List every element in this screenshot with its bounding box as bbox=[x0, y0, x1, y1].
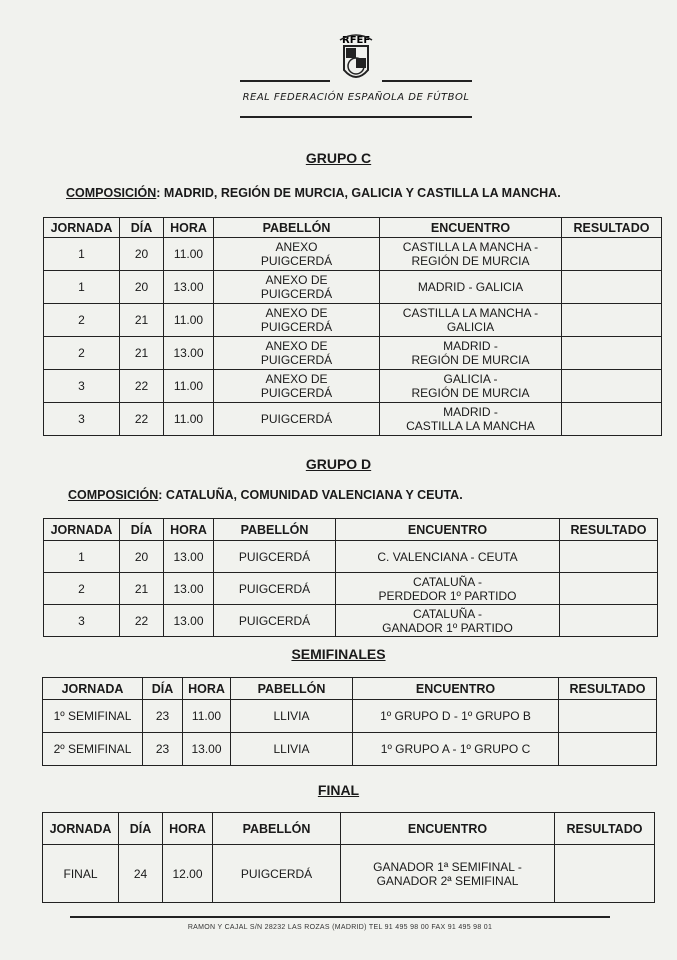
cell-jornada: 1 bbox=[44, 541, 120, 573]
col-encuentro: ENCUENTRO bbox=[341, 813, 555, 845]
table-row bbox=[44, 541, 658, 573]
cell-resultado bbox=[560, 541, 658, 573]
cell-jornada: 2 bbox=[44, 304, 120, 337]
final-title: FINAL bbox=[317, 782, 360, 798]
col-resultado: RESULTADO bbox=[559, 678, 657, 700]
cell-hora: 11.00 bbox=[183, 700, 231, 733]
cell-encuentro: CATALUÑA - GANADOR 1º PARTIDO bbox=[336, 605, 560, 637]
table-row bbox=[44, 337, 662, 370]
col-jornada: JORNADA bbox=[44, 218, 120, 238]
col-hora: HORA bbox=[183, 678, 231, 700]
cell-encuentro: GALICIA - REGIÓN DE MURCIA bbox=[380, 370, 562, 403]
grupo-d-table bbox=[43, 518, 658, 637]
col-pabellon: PABELLÓN bbox=[214, 519, 336, 541]
cell-pabellon: PUIGCERDÁ bbox=[214, 541, 336, 573]
cell-jornada: FINAL bbox=[43, 845, 119, 903]
col-encuentro: ENCUENTRO bbox=[353, 678, 559, 700]
semifinales-title: SEMIFINALES bbox=[291, 646, 386, 662]
cell-hora: 13.00 bbox=[183, 733, 231, 766]
cell-encuentro: 1º GRUPO A - 1º GRUPO C bbox=[353, 733, 559, 766]
col-jornada: JORNADA bbox=[43, 678, 143, 700]
grupo-d-composition-label: COMPOSICIÓN bbox=[68, 488, 159, 502]
cell-resultado bbox=[562, 370, 662, 403]
table-header-row bbox=[44, 519, 658, 541]
cell-resultado bbox=[562, 337, 662, 370]
semifinales-table bbox=[42, 677, 657, 766]
header-rule-right bbox=[382, 80, 472, 82]
col-resultado: RESULTADO bbox=[562, 218, 662, 238]
grupo-c-composition-label: COMPOSICIÓN bbox=[66, 186, 157, 200]
federation-name: REAL FEDERACIÓN ESPAÑOLA DE FÚTBOL bbox=[242, 92, 470, 103]
cell-encuentro: C. VALENCIANA - CEUTA bbox=[336, 541, 560, 573]
table-row bbox=[43, 700, 657, 733]
cell-resultado bbox=[555, 845, 655, 903]
footer-address: RAMON Y CAJAL S/N 28232 LAS ROZAS (MADRID) TEL 91 495 98 00 FAX 91 495 98 01 bbox=[187, 924, 493, 931]
cell-resultado bbox=[562, 238, 662, 271]
cell-encuentro: CASTILLA LA MANCHA - REGIÓN DE MURCIA bbox=[380, 238, 562, 271]
grupo-c-composition-value: : MADRID, REGIÓN DE MURCIA, GALICIA Y CASTILLA LA MANCHA. bbox=[156, 186, 561, 200]
table-row bbox=[44, 403, 662, 436]
cell-hora: 13.00 bbox=[164, 605, 214, 637]
cell-encuentro: CASTILLA LA MANCHA - GALICIA bbox=[380, 304, 562, 337]
cell-hora: 11.00 bbox=[164, 370, 214, 403]
final-table bbox=[42, 812, 655, 903]
col-pabellon: PABELLÓN bbox=[214, 218, 380, 238]
cell-jornada: 1º SEMIFINAL bbox=[43, 700, 143, 733]
cell-jornada: 2 bbox=[44, 573, 120, 605]
cell-resultado bbox=[562, 304, 662, 337]
table-row bbox=[44, 370, 662, 403]
grupo-d-composition bbox=[68, 488, 463, 502]
cell-resultado bbox=[562, 271, 662, 304]
table-row bbox=[44, 238, 662, 271]
col-resultado: RESULTADO bbox=[555, 813, 655, 845]
cell-jornada: 1 bbox=[44, 271, 120, 304]
federation-crest-icon bbox=[332, 32, 380, 92]
cell-jornada: 2º SEMIFINAL bbox=[43, 733, 143, 766]
col-jornada: JORNADA bbox=[44, 519, 120, 541]
table-row bbox=[43, 733, 657, 766]
cell-hora: 13.00 bbox=[164, 573, 214, 605]
col-dia: DÍA bbox=[120, 519, 164, 541]
cell-dia: 22 bbox=[120, 605, 164, 637]
col-encuentro: ENCUENTRO bbox=[336, 519, 560, 541]
table-row bbox=[44, 304, 662, 337]
table-header-row bbox=[44, 218, 662, 238]
cell-resultado bbox=[560, 605, 658, 637]
col-hora: HORA bbox=[164, 218, 214, 238]
cell-pabellon: PUIGCERDÁ bbox=[214, 605, 336, 637]
cell-pabellon: LLIVIA bbox=[231, 700, 353, 733]
header-rule-left bbox=[240, 80, 330, 82]
cell-resultado bbox=[559, 700, 657, 733]
cell-pabellon: ANEXO DE PUIGCERDÁ bbox=[214, 337, 380, 370]
cell-dia: 21 bbox=[120, 304, 164, 337]
cell-encuentro: MADRID - REGIÓN DE MURCIA bbox=[380, 337, 562, 370]
cell-hora: 11.00 bbox=[164, 238, 214, 271]
cell-dia: 23 bbox=[143, 700, 183, 733]
table-row bbox=[44, 573, 658, 605]
cell-dia: 21 bbox=[120, 573, 164, 605]
cell-dia: 24 bbox=[119, 845, 163, 903]
col-pabellon: PABELLÓN bbox=[213, 813, 341, 845]
cell-encuentro: CATALUÑA - PERDEDOR 1º PARTIDO bbox=[336, 573, 560, 605]
table-row bbox=[43, 845, 655, 903]
cell-dia: 20 bbox=[120, 541, 164, 573]
col-pabellon: PABELLÓN bbox=[231, 678, 353, 700]
crest-letters: RFEF bbox=[342, 35, 371, 46]
grupo-c-title: GRUPO C bbox=[305, 150, 372, 166]
cell-hora: 13.00 bbox=[164, 541, 214, 573]
col-hora: HORA bbox=[164, 519, 214, 541]
cell-pabellon: ANEXO DE PUIGCERDÁ bbox=[214, 304, 380, 337]
cell-jornada: 3 bbox=[44, 370, 120, 403]
cell-encuentro: GANADOR 1ª SEMIFINAL - GANADOR 2ª SEMIFINAL bbox=[341, 845, 555, 903]
col-dia: DÍA bbox=[120, 218, 164, 238]
cell-jornada: 3 bbox=[44, 605, 120, 637]
cell-pabellon: ANEXO PUIGCERDÁ bbox=[214, 238, 380, 271]
cell-encuentro: MADRID - GALICIA bbox=[380, 271, 562, 304]
cell-dia: 20 bbox=[120, 271, 164, 304]
cell-resultado bbox=[559, 733, 657, 766]
cell-resultado bbox=[562, 403, 662, 436]
col-resultado: RESULTADO bbox=[560, 519, 658, 541]
cell-encuentro: 1º GRUPO D - 1º GRUPO B bbox=[353, 700, 559, 733]
cell-dia: 20 bbox=[120, 238, 164, 271]
col-hora: HORA bbox=[163, 813, 213, 845]
cell-hora: 11.00 bbox=[164, 403, 214, 436]
grupo-d-title: GRUPO D bbox=[305, 456, 372, 472]
col-encuentro: ENCUENTRO bbox=[380, 218, 562, 238]
header-rule-bottom bbox=[240, 116, 472, 118]
table-header-row bbox=[43, 678, 657, 700]
cell-jornada: 2 bbox=[44, 337, 120, 370]
federation-header bbox=[240, 28, 472, 118]
cell-dia: 23 bbox=[143, 733, 183, 766]
grupo-d-composition-value: : CATALUÑA, COMUNIDAD VALENCIANA Y CEUTA. bbox=[158, 488, 463, 502]
cell-hora: 11.00 bbox=[164, 304, 214, 337]
grupo-c-composition bbox=[66, 186, 561, 200]
cell-jornada: 3 bbox=[44, 403, 120, 436]
col-dia: DÍA bbox=[119, 813, 163, 845]
cell-dia: 22 bbox=[120, 403, 164, 436]
cell-dia: 22 bbox=[120, 370, 164, 403]
cell-pabellon: ANEXO DE PUIGCERDÁ bbox=[214, 271, 380, 304]
cell-pabellon: ANEXO DE PUIGCERDÁ bbox=[214, 370, 380, 403]
cell-jornada: 1 bbox=[44, 238, 120, 271]
col-dia: DÍA bbox=[143, 678, 183, 700]
cell-pabellon: PUIGCERDÁ bbox=[214, 403, 380, 436]
table-row bbox=[44, 271, 662, 304]
cell-resultado bbox=[560, 573, 658, 605]
cell-encuentro: MADRID - CASTILLA LA MANCHA bbox=[380, 403, 562, 436]
cell-pabellon: LLIVIA bbox=[231, 733, 353, 766]
cell-dia: 21 bbox=[120, 337, 164, 370]
col-jornada: JORNADA bbox=[43, 813, 119, 845]
grupo-c-table bbox=[43, 217, 662, 436]
footer-rule bbox=[70, 916, 610, 918]
cell-hora: 12.00 bbox=[163, 845, 213, 903]
cell-pabellon: PUIGCERDÁ bbox=[213, 845, 341, 903]
table-row bbox=[44, 605, 658, 637]
cell-hora: 13.00 bbox=[164, 337, 214, 370]
table-header-row bbox=[43, 813, 655, 845]
cell-pabellon: PUIGCERDÁ bbox=[214, 573, 336, 605]
cell-hora: 13.00 bbox=[164, 271, 214, 304]
